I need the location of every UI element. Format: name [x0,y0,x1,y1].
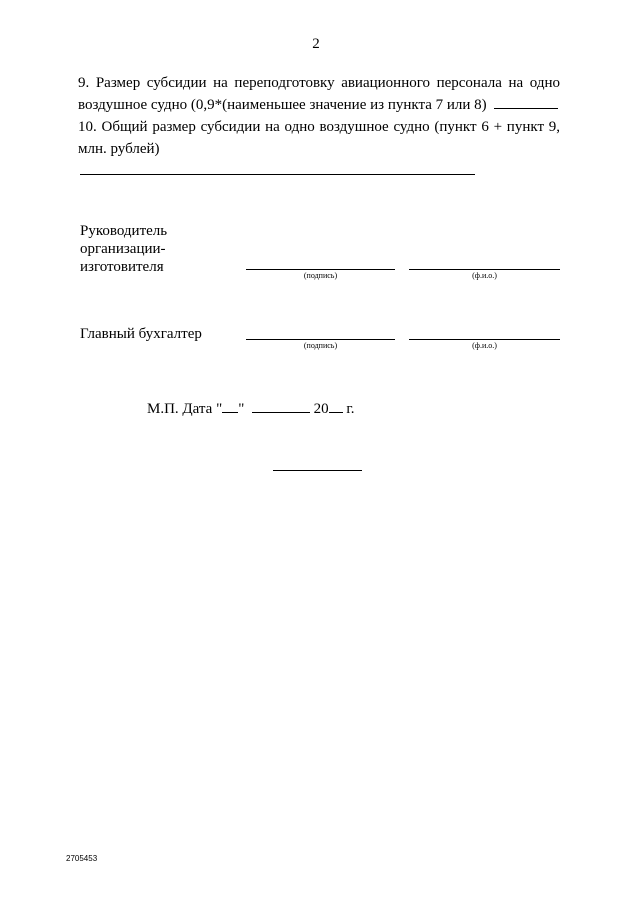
accountant-signature-line [246,339,395,340]
date-quote-open: " [216,401,223,417]
date-label: Дата [182,401,213,417]
date-year-suffix: г. [346,401,355,417]
accountant-name-line [409,339,560,340]
date-year-blank [329,398,343,413]
date-quote-close: " [238,401,245,417]
item-9-blank [494,94,558,109]
date-month-blank [252,398,310,413]
accountant-name-caption: (ф.и.о.) [472,341,497,350]
item-9-text: воздушное судно (0,9*(наименьшее значение из пункта 7 или 8) [78,97,487,113]
date-year-prefix: 20 [313,401,329,417]
item-9-line-2 [78,94,560,116]
head-signature-caption: (подпись) [303,271,338,280]
stamp-date-line [147,398,355,419]
stamp-mp: М.П. [147,401,179,417]
head-label [80,222,167,276]
page-number: 2 [312,36,320,52]
head-label-line-1: Руководитель [80,223,168,239]
item-9-line-1: 9. Размер субсидии на переподготовку авиационного персонала на одно [78,75,560,91]
accountant-signature-caption: (подпись) [303,341,338,350]
head-name-line [409,269,560,270]
item-10-blank [80,160,475,175]
document-code: 2705453 [66,854,98,863]
head-label-line-3: изготовителя [80,259,164,275]
head-name-caption: (ф.и.о.) [472,271,497,280]
date-day-blank [222,398,238,413]
accountant-label: Главный бухгалтер [80,326,202,342]
head-signature-line [246,269,395,270]
head-label-line-2: организации- [80,241,166,257]
item-10-line-2 [78,138,560,182]
item-10-text: млн. рублей) [78,141,160,157]
item-10-line-1: 10. Общий размер субсидии на одно воздушное судно (пункт 6 + пункт 9, [78,119,560,135]
closing-separator [273,470,362,471]
